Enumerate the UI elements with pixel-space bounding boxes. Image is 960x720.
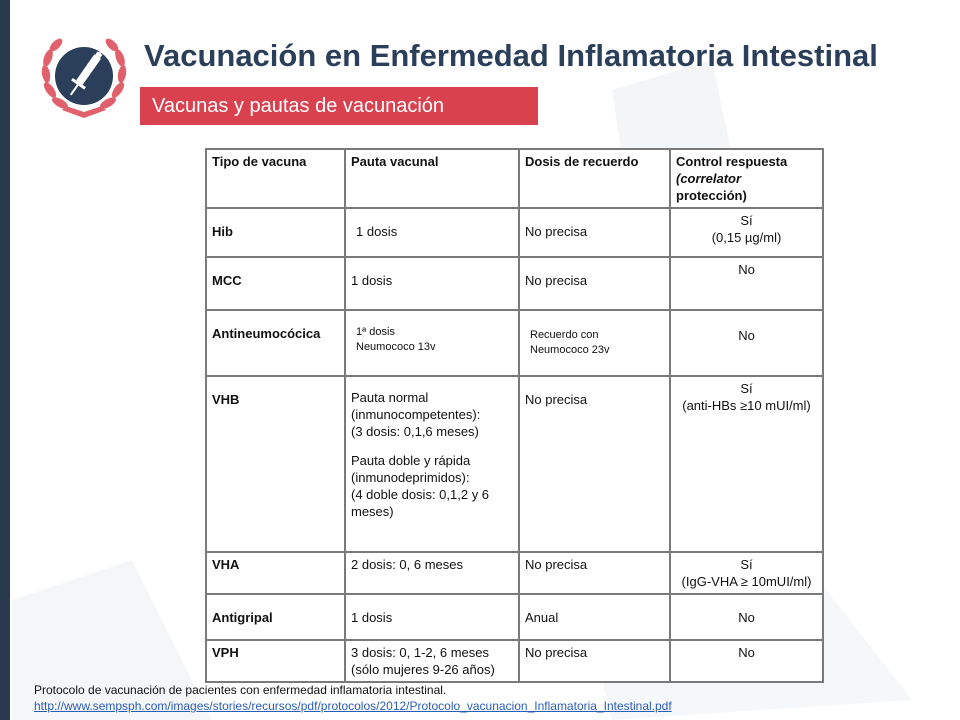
cell-control: No xyxy=(670,310,823,376)
cell-tipo: Antigripal xyxy=(206,594,345,640)
cell-recuerdo: Recuerdo con Neumococo 23v xyxy=(519,310,670,376)
cell-tipo: MCC xyxy=(206,257,345,310)
cell-pauta: Pauta normal (inmunocompetentes): (3 dosis: 0,1,6 meses) Pauta doble y rápida (inmunodeprimidos): (4 doble dosis: 0,1,2 y 6 meses) xyxy=(345,376,519,552)
cell-recuerdo: Anual xyxy=(519,594,670,640)
table-row xyxy=(206,208,823,257)
cell-pauta: 1ª dosis Neumococo 13v xyxy=(345,310,519,376)
cell-recuerdo: No precisa xyxy=(519,257,670,310)
table-row xyxy=(206,552,823,594)
cell-pauta: 3 dosis: 0, 1-2, 6 meses (sólo mujeres 9-26 años) xyxy=(345,640,519,682)
cell-pauta: 1 dosis xyxy=(345,208,519,257)
cell-recuerdo: No precisa xyxy=(519,376,670,552)
cell-tipo: VHA xyxy=(206,552,345,594)
header-recuerdo: Dosis de recuerdo xyxy=(519,149,670,208)
cell-pauta: 2 dosis: 0, 6 meses xyxy=(345,552,519,594)
table-header-row xyxy=(206,149,823,208)
cell-pauta: 1 dosis xyxy=(345,594,519,640)
cell-tipo: VPH xyxy=(206,640,345,682)
left-accent-bar xyxy=(0,0,10,720)
cell-tipo: Hib xyxy=(206,208,345,257)
cell-control: Sí (anti-HBs ≥10 mUI/ml) xyxy=(670,376,823,552)
section-subtitle: Vacunas y pautas de vacunación xyxy=(140,87,538,125)
table-row xyxy=(206,594,823,640)
cell-control: Sí (IgG-VHA ≥ 10mUI/ml) xyxy=(670,552,823,594)
cell-control: No xyxy=(670,594,823,640)
footer-text: Protocolo de vacunación de pacientes con enfermedad inflamatoria intestinal. xyxy=(34,683,447,697)
table-row xyxy=(206,310,823,376)
cell-control: No xyxy=(670,640,823,682)
footer-link[interactable]: http://www.sempsph.com/images/stories/recursos/pdf/protocolos/2012/Protocolo_vacunacion_Inflamatoria_Intestinal.pdf xyxy=(34,699,672,713)
cell-recuerdo: No precisa xyxy=(519,640,670,682)
cell-control: No xyxy=(670,257,823,310)
syringe-laurel-logo xyxy=(32,34,136,122)
cell-tipo: Antineumocócica xyxy=(206,310,345,376)
header-tipo: Tipo de vacuna xyxy=(206,149,345,208)
table-row xyxy=(206,257,823,310)
cell-pauta: 1 dosis xyxy=(345,257,519,310)
table-row xyxy=(206,640,823,682)
cell-control: Sí (0,15 µg/ml) xyxy=(670,208,823,257)
cell-recuerdo: No precisa xyxy=(519,552,670,594)
page-title: Vacunación en Enfermedad Inflamatoria Intestinal xyxy=(144,38,878,73)
table-row xyxy=(206,376,823,552)
footer-reference xyxy=(34,682,934,714)
cell-tipo: VHB xyxy=(206,376,345,552)
cell-recuerdo: No precisa xyxy=(519,208,670,257)
header-control: Control respuesta (correlator protección) xyxy=(670,149,823,208)
header-pauta: Pauta vacunal xyxy=(345,149,519,208)
vaccination-table xyxy=(205,148,824,683)
